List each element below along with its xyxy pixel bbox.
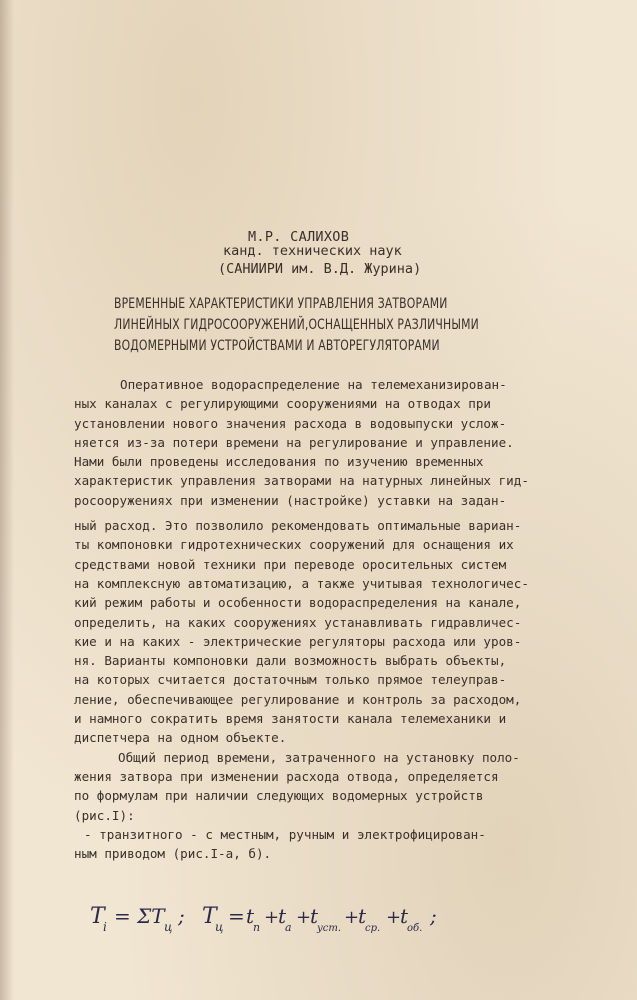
formula-term-sub: п bbox=[253, 921, 261, 934]
article-body bbox=[74, 375, 574, 863]
handwritten-formula bbox=[90, 895, 470, 939]
author-institution: (САНИИРИ им. В.Д. Журина) bbox=[218, 261, 422, 277]
formula-term: t bbox=[246, 904, 255, 928]
text-line: жения затвора при изменении расхода отвода, определяется bbox=[74, 768, 499, 784]
text-line: Нами были проведены исследования по изучению временных bbox=[74, 454, 484, 470]
formula-sum: = ΣT bbox=[114, 904, 165, 928]
formula-term-sub: а bbox=[285, 921, 292, 934]
text-line: и намного сократить время занятости канала телемеханики и bbox=[74, 711, 507, 727]
formula-separator: ; bbox=[178, 904, 185, 928]
formula-end: ; bbox=[430, 904, 437, 928]
text-line: ты компоновки гидротехнических сооружений для оснащения их bbox=[74, 537, 514, 553]
author-name: М.Р. САЛИХОВ bbox=[248, 229, 350, 245]
svg-text:=: = bbox=[228, 904, 245, 928]
text-line: на комплексную автоматизацию, а также учитывая технологичес- bbox=[74, 575, 529, 591]
text-line: Оперативное водораспределение на телемеханизирован- bbox=[120, 377, 507, 392]
text-line: росооружениях при изменении (настройке) уставки на задан- bbox=[74, 492, 507, 508]
formula-term-sub: уст. bbox=[317, 923, 342, 934]
page-edge-shadow bbox=[0, 0, 14, 1000]
text-line: кий режим работы и особенности водораспределения на канале, bbox=[74, 595, 522, 611]
text-line: ный расход. Это позволило рекомендовать оптимальные вариан- bbox=[74, 518, 522, 534]
text-line: кие и на каких - электрические регуляторы расхода или уров- bbox=[74, 633, 522, 649]
text-line: средствами новой техники при переводе оросительных систем bbox=[74, 556, 507, 572]
svg-text:+: + bbox=[264, 907, 280, 928]
text-line: установлении нового значения расхода в водовыпуски услож- bbox=[74, 415, 507, 431]
text-line: определить, на каких сооружениях устанавливать гидравличес- bbox=[74, 614, 522, 630]
text-line: няется из-за потери времени на регулирование и управление. bbox=[74, 434, 514, 450]
text-line: ление, обеспечивающее регулирование и контроль за расходом, bbox=[74, 691, 522, 707]
formula-lhs2: T bbox=[202, 904, 217, 929]
formula-lhs1-sub: i bbox=[103, 920, 107, 934]
formula-sum-sub: ц bbox=[164, 920, 173, 934]
formula-lhs2-sub: ц bbox=[215, 920, 224, 934]
list-item-line: ным приводом (рис.I-а, б). bbox=[74, 846, 272, 862]
title-line: ВРЕМЕННЫЕ ХАРАКТЕРИСТИКИ УПРАВЛЕНИЯ ЗАТВОРАМИ bbox=[114, 296, 448, 312]
formula-term: t bbox=[358, 904, 367, 928]
svg-text:+: + bbox=[386, 907, 402, 928]
title-line: ЛИНЕЙНЫХ ГИДРОСООРУЖЕНИЙ,ОСНАЩЕННЫХ РАЗЛИЧНЫМИ bbox=[114, 317, 479, 333]
text-line: диспетчера на одном объекте. bbox=[74, 730, 287, 746]
text-line: на которых считается достаточным только прямое телеуправ- bbox=[74, 672, 507, 688]
formula-lhs1: T bbox=[90, 904, 105, 929]
text-line: характеристик управления затворами на натурных линейных гид- bbox=[74, 473, 529, 489]
text-line: ных каналах с регулирующими сооружениями на отводах при bbox=[74, 396, 492, 412]
text-line: (рис.I): bbox=[74, 807, 135, 823]
svg-text:+: + bbox=[344, 907, 360, 928]
title-line: ВОДОМЕРНЫМИ УСТРОЙСТВАМИ И АВТОРЕГУЛЯТОРАМИ bbox=[114, 338, 440, 354]
text-line: Общий период времени, затраченного на установку поло- bbox=[118, 749, 520, 765]
article-title bbox=[114, 294, 479, 357]
formula-term: t bbox=[278, 904, 287, 928]
formula-term: t bbox=[400, 904, 409, 928]
list-item-line: - транзитного - с местным, ручным и электрофицирован- bbox=[84, 826, 486, 842]
formula-term: t bbox=[310, 904, 319, 928]
text-line: ня. Варианты компоновки дали возможность выбрать объекты, bbox=[74, 653, 507, 669]
text-line: по формулам при наличии следующих водомерных устройств bbox=[74, 788, 484, 804]
author-degree: канд. технических наук bbox=[223, 243, 402, 259]
formula-term-sub: об. bbox=[407, 923, 423, 934]
formula-term-sub: ср. bbox=[365, 923, 381, 934]
svg-text:+: + bbox=[296, 907, 312, 928]
